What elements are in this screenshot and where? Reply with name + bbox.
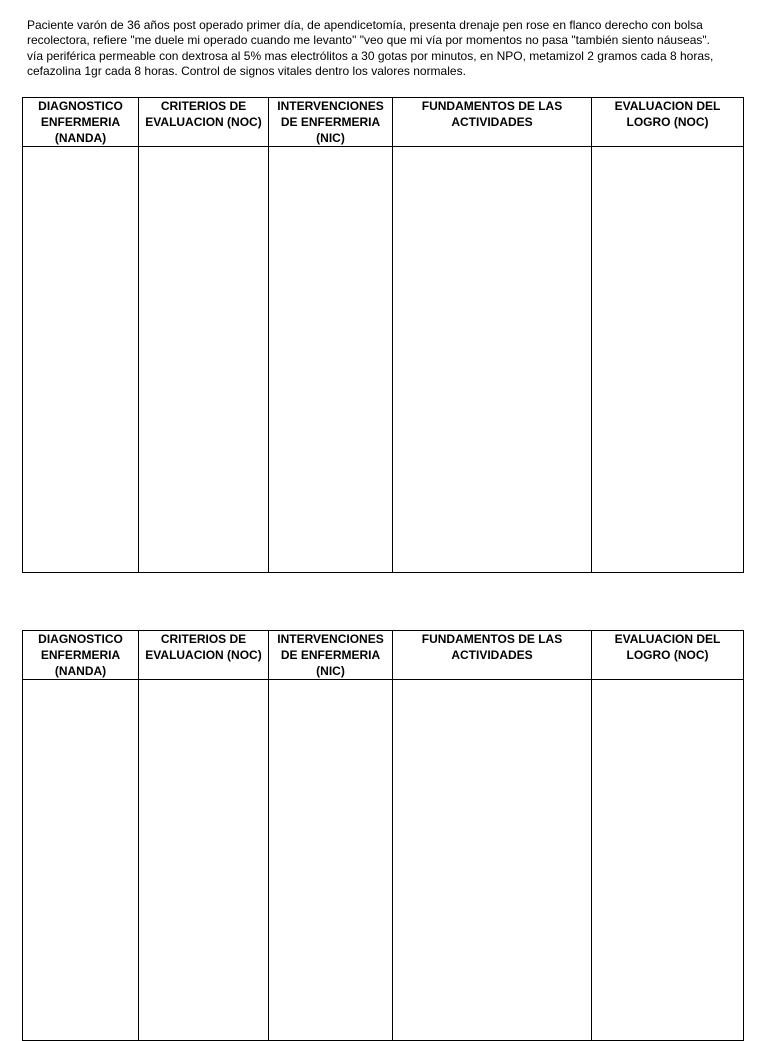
header-diagnostico: DIAGNOSTICO ENFERMERIA (NANDA) bbox=[23, 631, 139, 680]
case-line-4: cefazolina 1gr cada 8 horas. Control de signos vitales dentro los valores normales. bbox=[27, 64, 466, 79]
header-intervenciones: INTERVENCIONES DE ENFERMERIA (NIC) bbox=[269, 98, 393, 147]
cell-fundamentos[interactable] bbox=[393, 147, 592, 573]
header-fundamentos: FUNDAMENTOS DE LAS ACTIVIDADES bbox=[393, 98, 592, 147]
cell-criterios[interactable] bbox=[139, 147, 269, 573]
header-evaluacion-logro: EVALUACION DEL LOGRO (NOC) bbox=[592, 631, 744, 680]
cell-evaluacion-logro[interactable] bbox=[592, 680, 744, 1041]
header-criterios: CRITERIOS DE EVALUACION (NOC) bbox=[139, 98, 269, 147]
cell-diagnostico[interactable] bbox=[23, 680, 139, 1041]
header-intervenciones: INTERVENCIONES DE ENFERMERIA (NIC) bbox=[269, 631, 393, 680]
case-line-1: Paciente varón de 36 años post operado primer día, de apendicetomía, presenta drenaje pen rose en flanco derecho con bolsa bbox=[27, 18, 703, 32]
case-line-2: recolectora, refiere "me duele mi operado cuando me levanto" "veo que mi vía por momentos no pasa "también siento náuseas". bbox=[27, 33, 711, 48]
care-plan-table-2 bbox=[22, 630, 744, 1041]
header-criterios: CRITERIOS DE EVALUACION (NOC) bbox=[139, 631, 269, 680]
case-line-3: vía periférica permeable con dextrosa al 5% mas electrólitos a 30 gotas por minutos, en NPO, metamizol 2 gramos cada 8 horas, bbox=[27, 48, 714, 63]
cell-intervenciones[interactable] bbox=[269, 147, 393, 573]
cell-fundamentos[interactable] bbox=[393, 680, 592, 1041]
cell-evaluacion-logro[interactable] bbox=[592, 147, 744, 573]
cell-criterios[interactable] bbox=[139, 680, 269, 1041]
cell-intervenciones[interactable] bbox=[269, 680, 393, 1041]
case-description bbox=[27, 18, 727, 80]
table-row bbox=[23, 680, 744, 1041]
cell-diagnostico[interactable] bbox=[23, 147, 139, 573]
header-fundamentos: FUNDAMENTOS DE LAS ACTIVIDADES bbox=[393, 631, 592, 680]
table-row bbox=[23, 147, 744, 573]
header-diagnostico: DIAGNOSTICO ENFERMERIA (NANDA) bbox=[23, 98, 139, 147]
care-plan-table-1 bbox=[22, 97, 744, 573]
header-evaluacion-logro: EVALUACION DEL LOGRO (NOC) bbox=[592, 98, 744, 147]
table-header-row bbox=[23, 631, 744, 680]
table-header-row bbox=[23, 98, 744, 147]
